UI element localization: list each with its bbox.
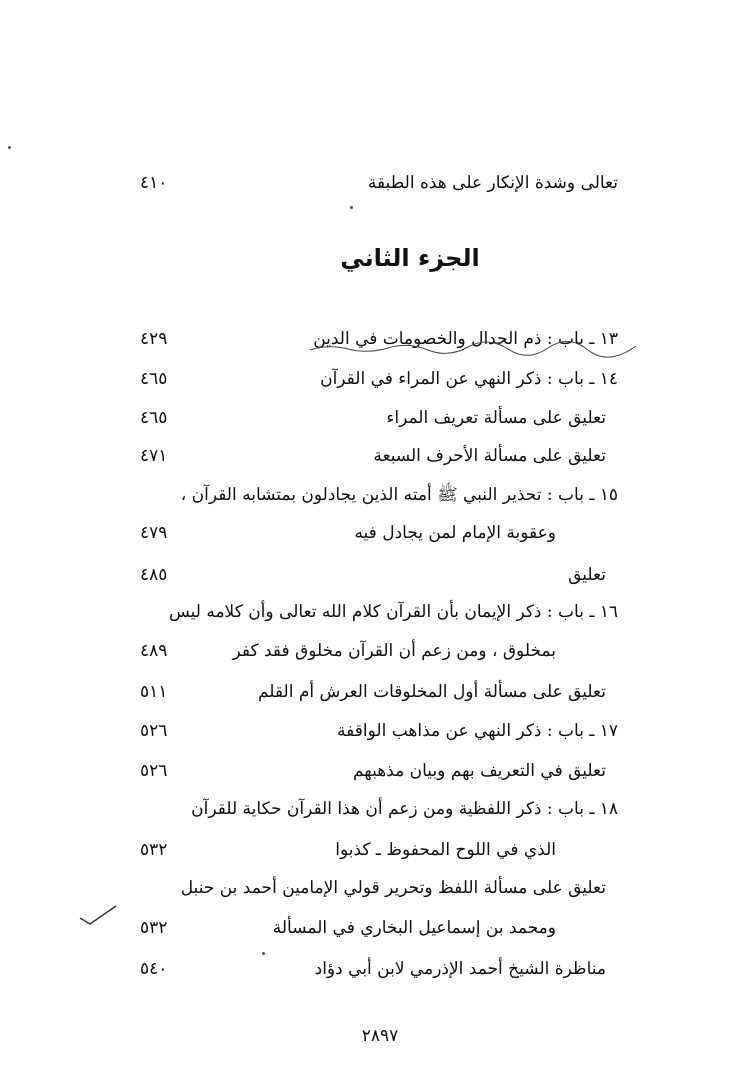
toc-entry-page: ٤٦٥ (140, 369, 168, 389)
toc-entry (140, 716, 618, 746)
ink-speck (8, 146, 11, 149)
toc-entry-text: وعقوبة الإمام لمن يجادل فيه (354, 523, 556, 543)
toc-entry (140, 597, 618, 627)
toc-entry (140, 403, 618, 433)
toc-entry (140, 518, 618, 548)
toc-entry-page: ٤١٠ (140, 173, 168, 193)
toc-entry-text: تعليق على مسألة الأحرف السبعة (373, 446, 606, 466)
toc-entry (140, 913, 618, 943)
toc-entry (140, 560, 618, 590)
toc-entry-page: ٤٢٩ (140, 329, 168, 349)
toc-entry (140, 677, 618, 707)
toc-entry-page: ٥٤٠ (140, 959, 168, 979)
toc-entry-text: ١٧ ـ باب : ذكر النهي عن مذاهب الواقفة (337, 721, 618, 741)
toc-entry-text: تعليق في التعريف بهم وبيان مذهبهم (352, 761, 606, 781)
toc-entry-page: ٥١١ (140, 682, 168, 702)
toc-entry-page: ٥٢٦ (140, 721, 168, 741)
toc-entry-text: ١٨ ـ باب : ذكر اللفظية ومن زعم أن هذا القرآن حكاية للقرآن (191, 799, 618, 819)
toc-entry-text: ١٥ ـ باب : تحذير النبي ﷺ أمته الذين يجادلون بمتشابه القرآن ، (180, 485, 618, 505)
toc-entry-page: ٥٢٦ (140, 761, 168, 781)
toc-entry (140, 835, 618, 865)
page-number: ٢٨٩٧ (361, 1026, 399, 1046)
toc-entry-text: تعليق على مسألة تعريف المراء (386, 408, 606, 428)
ink-speck (262, 952, 265, 955)
toc-entry-page: ٤٦٥ (140, 408, 168, 428)
toc-entry-text: ومحمد بن إسماعيل البخاري في المسألة (272, 918, 556, 938)
toc-entry (140, 168, 618, 198)
section-heading: الجزء الثاني (340, 244, 480, 272)
toc-entry (140, 794, 618, 824)
toc-entry (140, 441, 618, 471)
toc-entry (140, 873, 618, 903)
pen-checkmark (78, 902, 118, 928)
toc-entry-text: ١٤ ـ باب : ذكر النهي عن المراء في القرآن (320, 369, 618, 389)
toc-entry-page: ٥٣٢ (140, 840, 168, 860)
toc-entry-page: ٥٣٢ (140, 918, 168, 938)
toc-entry-text: ١٦ ـ باب : ذكر الإيمان بأن القرآن كلام الله تعالى وأن كلامه ليس (168, 602, 618, 622)
toc-entry-text: تعليق على مسألة أول المخلوقات العرش أم القلم (257, 682, 606, 702)
toc-entry-page: ٤٨٥ (140, 565, 168, 585)
toc-entry-text: بمخلوق ، ومن زعم أن القرآن مخلوق فقد كفر (232, 641, 556, 661)
pen-underline-mark (308, 338, 638, 358)
toc-entry-page: ٤٧١ (140, 446, 168, 466)
toc-entry (140, 954, 618, 984)
toc-entry-page: ٤٨٩ (140, 641, 168, 661)
toc-entry-text: تعليق (568, 565, 606, 585)
ink-speck (350, 206, 353, 209)
toc-entry-text: تعالى وشدة الإنكار على هذه الطبقة (367, 173, 618, 193)
toc-entry-text: مناظرة الشيخ أحمد الإذرمي لابن أبي دؤاد (314, 959, 606, 979)
toc-entry-text: تعليق على مسألة اللفظ وتحرير قولي الإمامين أحمد بن حنبل (180, 878, 606, 898)
toc-entry-page: ٤٧٩ (140, 523, 168, 543)
toc-entry (140, 364, 618, 394)
toc-entry-text: الذي في اللوح المحفوظ ـ كذبوا (335, 840, 556, 860)
toc-entry (140, 636, 618, 666)
toc-entry (140, 756, 618, 786)
toc-entry (140, 480, 618, 510)
toc-entry-text: ١٣ ـ باب : ذم الجدال والخصومات في الدين (313, 329, 618, 349)
